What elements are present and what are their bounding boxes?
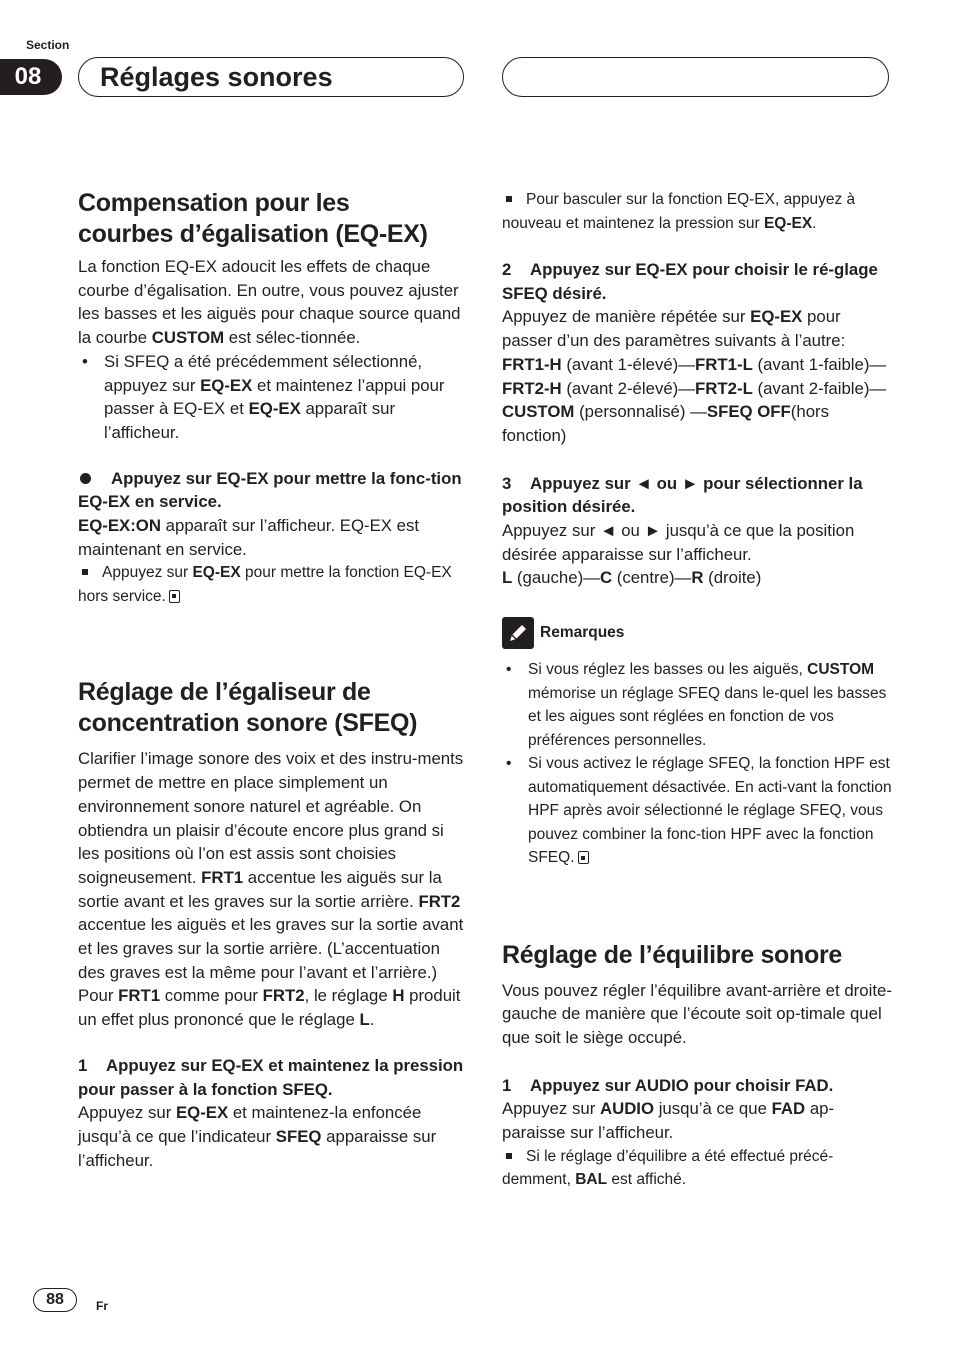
heading-line: courbes d’égalisation (EQ-EX) [78, 220, 428, 248]
section-heading-eqex [78, 188, 468, 250]
step-heading: 2 Appuyez sur EQ-EX pour choisir le ré-glage SFEQ désiré. [502, 260, 878, 303]
step-heading: 3 Appuyez sur ◄ ou ► pour sélectionner la position désirée. [502, 473, 863, 517]
note: Pour basculer sur la fonction EQ-EX, appuyez à nouveau et maintenez la pression sur EQ-EX. [502, 191, 856, 232]
left-arrow-icon: ◄ [599, 521, 617, 541]
remarks-list [502, 658, 892, 870]
step-heading: 1 Appuyez sur AUDIO pour choisir FAD. [502, 1075, 834, 1095]
paragraph: Clarifier l’image sonore des voix et des instru-ments permet de mettre en place simplement un environnement sonore naturel et agréable. On obtiendra un plaisir d’écoute encore plus grand si les positions où l’on est assis sont choisies soigneusement. FRT1 accentue les aiguës sur la sortie avant et les graves sur la sortie arrière. FRT2 accentue les aiguës et les graves sur la sortie avant et les graves sur la sortie arrière. (L’accentuation des graves est la même pour l’avant et l’arrière.) Pour FRT1 comme pour FRT2, le réglage H produit un effet plus prononcé que le réglage L. [78, 749, 464, 1030]
list-item: • Si vous activez le réglage SFEQ, la fonction HPF est automatiquement désactivée. En acti-vant la fonction HPF après avoir sélectionné le réglage SFEQ, vous pouvez combiner la fonc-tion HPF avec la fonction SFEQ. [502, 752, 892, 870]
pencil-note-icon [502, 617, 534, 649]
paragraph: Appuyez sur ◄ ou ► jusqu’à ce que la position désirée apparaisse sur l’afficheur. [502, 521, 855, 564]
action-step: Appuyez sur EQ-EX pour mettre la fonc-tion EQ-EX en service. [78, 468, 462, 512]
paragraph: Appuyez de manière répétée sur EQ-EX pour passer d’un des paramètres suivants à l’autre: FRT1-H (avant 1-élevé)—FRT1-L (avant 1-faible)—FRT2-H (avant 2-élevé)—FRT2-L (avant 2-faible)—CUSTOM (personnalisé) —SFEQ OFF(hors fonction) [502, 307, 887, 445]
bullet-dot-icon [80, 473, 91, 484]
list-item: • Si vous réglez les basses ou les aiguës, CUSTOM mémorise un réglage SFEQ dans le-quel les basses et les aigues sont réglées en fonction de vos préférences personnelles. [502, 658, 892, 752]
right-arrow-icon: ► [644, 521, 662, 541]
section-number-badge: 08 [0, 59, 62, 95]
paragraph: L (gauche)—C (centre)—R (droite) [502, 568, 762, 588]
right-column [502, 188, 892, 1192]
heading-line: Compensation pour les [78, 189, 350, 217]
remarks-heading [502, 617, 892, 649]
section-heading-balance: Réglage de l’équilibre sonore [502, 940, 842, 969]
heading-line: concentration sonore (SFEQ) [78, 709, 418, 738]
paragraph: Appuyez sur EQ-EX et maintenez-la enfoncée jusqu’à ce que l’indicateur SFEQ apparaisse sur l’afficheur. [78, 1103, 437, 1170]
note: Appuyez sur EQ-EX pour mettre la fonction EQ-EX hors service. [78, 564, 452, 605]
page-header-title: Réglages sonores [100, 62, 333, 92]
paragraph: EQ-EX:ON apparaît sur l’afficheur. EQ-EX est maintenant en service. [78, 516, 420, 559]
section-heading-sfeq [78, 677, 468, 739]
page-number: 88 [33, 1288, 77, 1312]
heading-line: Réglage de l’égaliseur de [78, 678, 371, 707]
step-heading: 1 Appuyez sur EQ-EX et maintenez la pression pour passer à la fonction SFEQ. [78, 1055, 464, 1099]
square-bullet-icon [82, 569, 88, 575]
left-arrow-icon: ◄ [635, 473, 652, 493]
section-label: Section [26, 38, 70, 52]
paragraph: La fonction EQ-EX adoucit les effets de chaque courbe d’égalisation. En outre, vous pouvez ajuster les basses et les aiguës pour chaque source quand la courbe CUSTOM est sélec-tionnée. [78, 257, 461, 348]
paragraph: Appuyez sur AUDIO jusqu’à ce que FAD ap-paraisse sur l’afficheur. [502, 1099, 835, 1143]
note: Si le réglage d’équilibre a été effectué précé-demment, BAL est affiché. [502, 1147, 834, 1189]
bullet-list [78, 350, 468, 445]
square-bullet-icon [506, 196, 512, 202]
remarks-title: Remarques [540, 624, 625, 642]
language-code: Fr [96, 1299, 108, 1313]
list-item: • Si SFEQ a été précédemment sélectionné, appuyez sur EQ-EX et maintenez l’appui pour passer à EQ-EX et EQ-EX apparaît sur l’afficheur. [78, 350, 468, 445]
header-empty-frame [502, 57, 889, 97]
left-column [78, 188, 468, 1172]
square-bullet-icon [506, 1153, 512, 1159]
end-mark-icon [169, 590, 180, 603]
right-arrow-icon: ► [681, 473, 699, 493]
paragraph: Vous pouvez régler l’équilibre avant-arrière et droite-gauche de manière que l’écoute soit op-timale quel que soit le siège occupé. [502, 980, 892, 1048]
end-mark-icon [578, 851, 589, 864]
